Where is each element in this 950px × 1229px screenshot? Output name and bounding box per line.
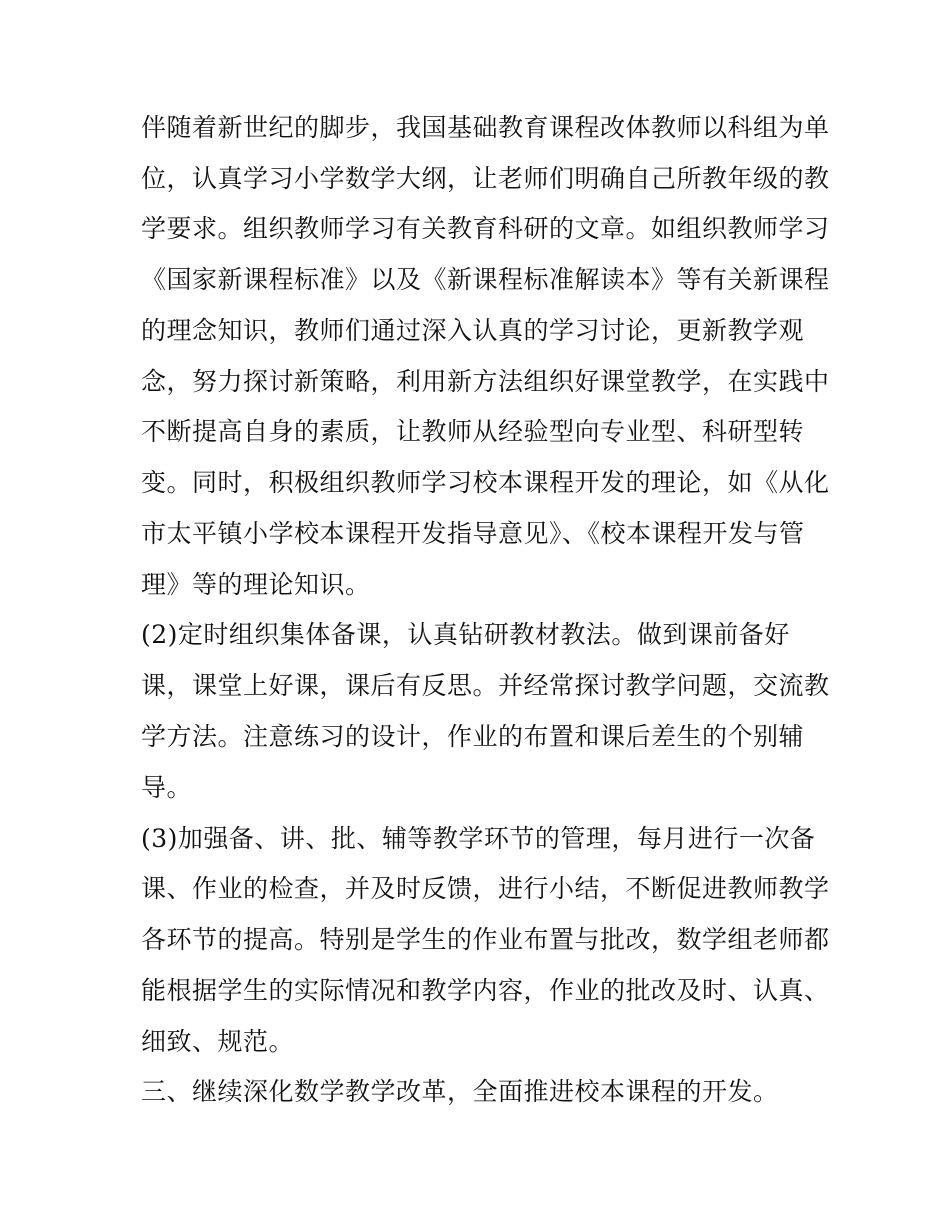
text-line: 的理念知识，教师们通过深入认真的学习讨论，更新教学观: [141, 316, 805, 345]
text-line: 理》等的理论知识。: [141, 570, 371, 599]
text-line: 市太平镇小学校本课程开发指导意见》、《校本课程开发与管: [141, 519, 805, 548]
text-line: 能根据学生的实际情况和教学内容，作业的批改及时、认真、: [141, 976, 830, 1005]
text-line: 念，努力探讨新策略，利用新方法组织好课堂教学，在实践中: [141, 367, 830, 396]
text-line: 变。同时，积极组织教师学习校本课程开发的理论，如《从化: [141, 468, 830, 497]
text-line: 学要求。组织教师学习有关教育科研的文章。如组织教师学习: [141, 214, 830, 243]
text-line: 三、继续深化数学教学改革，全面推进校本课程的开发。: [141, 1077, 779, 1106]
text-line: 课，课堂上好课，课后有反思。并经常探讨教学问题，交流教: [141, 671, 830, 700]
text-line: 伴随着新世纪的脚步，我国基础教育课程改体教师以科组为单: [141, 113, 830, 142]
text-line: 学方法。注意练习的设计，作业的布置和课后差生的个别辅: [141, 722, 805, 751]
text-line: (2)定时组织集体备课，认真钻研教材教法。做到课前备好: [141, 620, 790, 649]
text-line: 导。: [141, 773, 193, 802]
text-line: 《国家新课程标准》以及《新课程标准解读本》等有关新课程: [141, 265, 830, 294]
text-line: 各环节的提高。特别是学生的作业布置与批改，数学组老师都: [141, 925, 830, 954]
text-line: 课、作业的检查，并及时反馈，进行小结，不断促进教师教学: [141, 874, 830, 903]
text-line: 位，认真学习小学数学大纲，让老师们明确自己所教年级的教: [141, 164, 830, 193]
text-line: 不断提高自身的素质，让教师从经验型向专业型、科研型转: [141, 417, 805, 446]
text-line: (3)加强备、讲、批、辅等教学环节的管理，每月进行一次备: [141, 824, 816, 853]
text-line: 细致、规范。: [141, 1027, 295, 1056]
